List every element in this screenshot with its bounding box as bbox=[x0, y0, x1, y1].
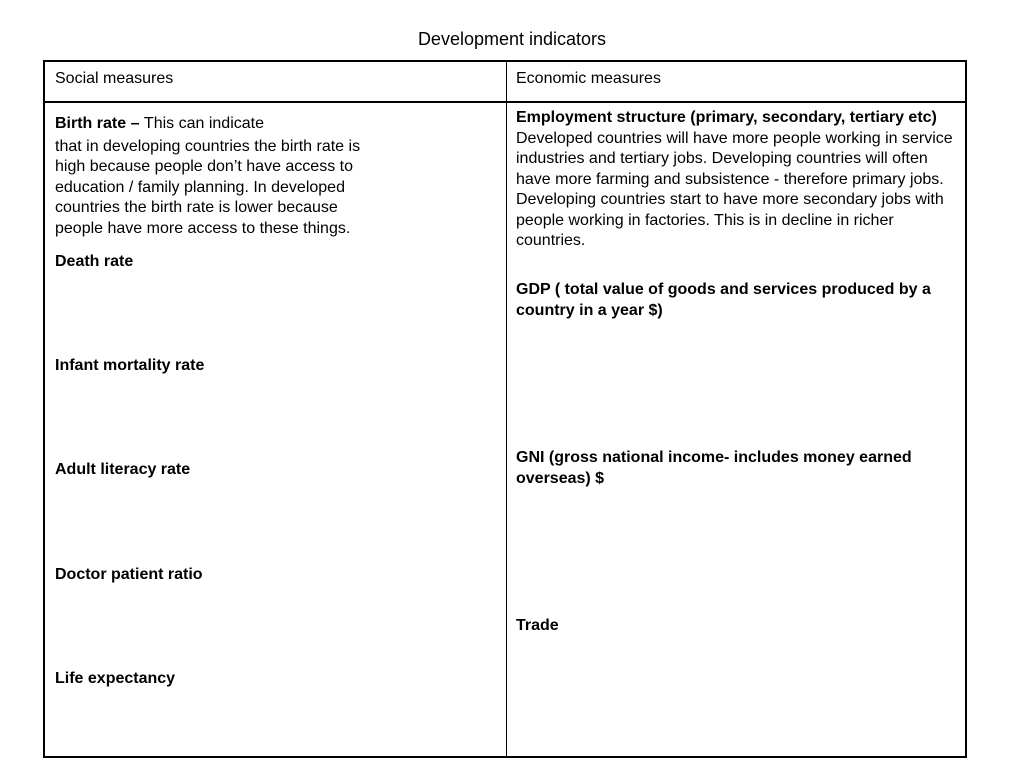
doctor-patient-label: Doctor patient ratio bbox=[55, 566, 203, 583]
header-economic-measures: Economic measures bbox=[516, 70, 661, 87]
birth-rate-term: Birth rate – bbox=[55, 115, 144, 132]
trade-label: Trade bbox=[516, 617, 559, 634]
gni-label: GNI (gross national income- includes money earned overseas) $ bbox=[516, 449, 912, 487]
employment-structure-description: Developed countries will have more people working in service industries and tertiary jobs. Developing countries will often have more farming and subsistence - therefore primary jobs. Developing countries start to have more secondary jobs with people working in factories. This is in decline in richer countries. bbox=[516, 129, 953, 249]
birth-rate-intro: This can indicate bbox=[143, 115, 264, 132]
gdp-label: GDP ( total value of goods and services produced by a country in a year $) bbox=[516, 281, 931, 319]
infant-mortality-label: Infant mortality rate bbox=[55, 357, 205, 374]
header-social-measures: Social measures bbox=[55, 70, 174, 87]
page-title: Development indicators bbox=[417, 29, 607, 49]
employment-structure-entry bbox=[516, 108, 956, 252]
death-rate-label: Death rate bbox=[55, 253, 134, 270]
header-divider bbox=[45, 101, 965, 103]
adult-literacy-label: Adult literacy rate bbox=[55, 461, 191, 478]
column-divider bbox=[506, 62, 507, 756]
life-expectancy-label: Life expectancy bbox=[55, 670, 176, 687]
birth-rate-description: that in developing countries the birth rate is high because people don’t have access to education / family planning. In developed countries the birth rate is lower because people have more access to these things. bbox=[55, 137, 361, 237]
employment-structure-term: Employment structure (primary, secondary, tertiary etc) bbox=[516, 109, 937, 126]
indicators-table bbox=[43, 60, 967, 758]
birth-rate-entry bbox=[55, 114, 385, 239]
